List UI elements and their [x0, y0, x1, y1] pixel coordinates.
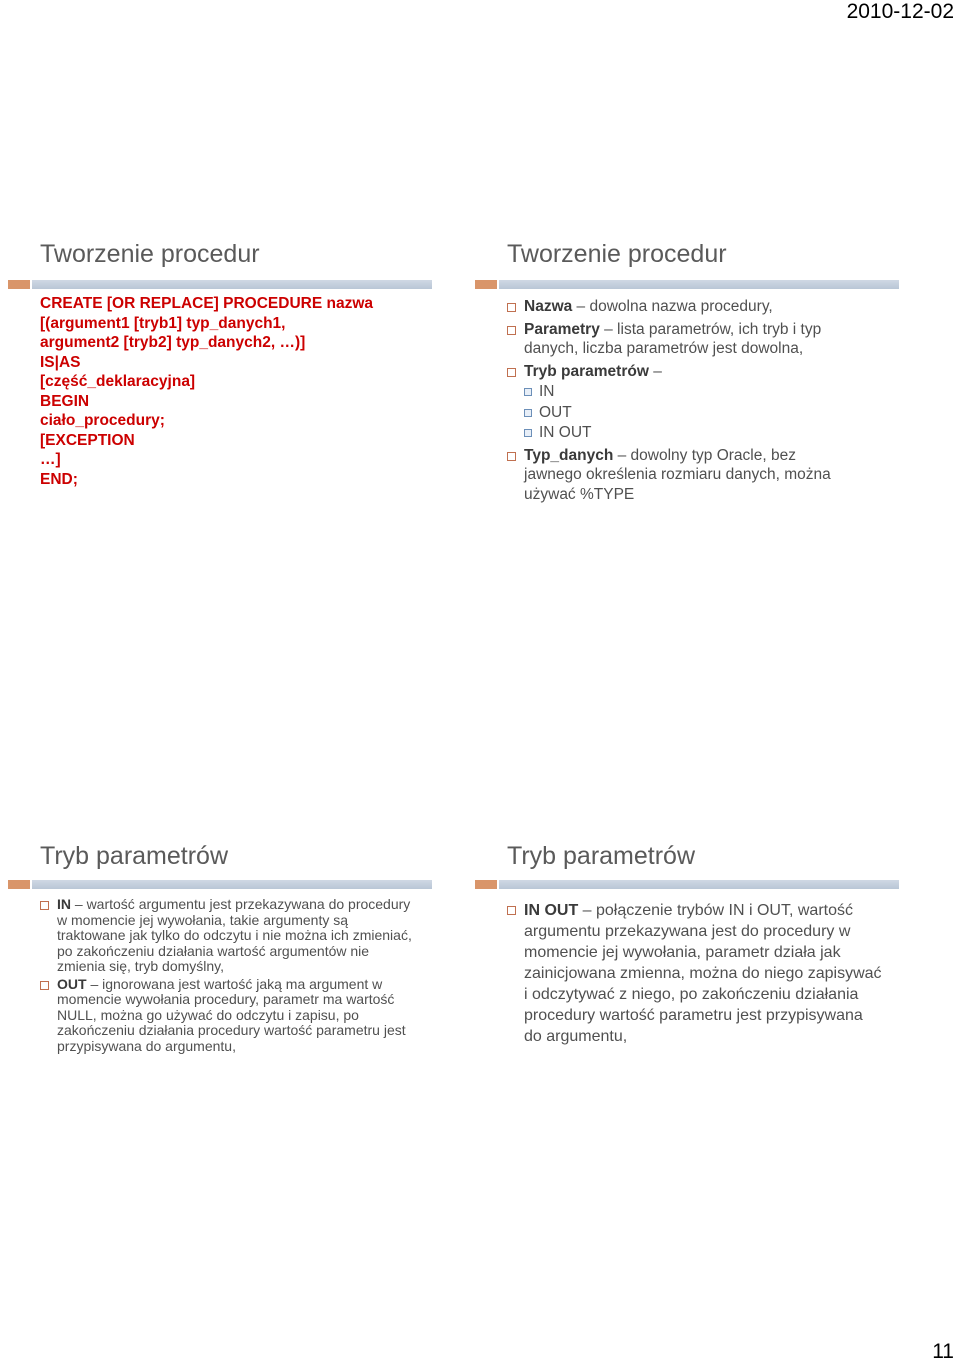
title-rule — [8, 880, 432, 889]
header-date: 2010-12-02 — [846, 0, 954, 23]
list-item: IN – wartość argumentu jest przekazywana do procedury w momencie jej wywołania, takie argumenty są traktowane jak tylko do odczytu i nie można ich zmieniać, po zakończeniu działania wartość argumentów nie zmienia się, tryb domyślny, — [40, 897, 412, 975]
list-item: Tryb parametrów – — [507, 362, 857, 382]
sub-list-item: IN — [507, 382, 857, 402]
slide-title: Tryb parametrów — [507, 842, 696, 870]
slide-create-procedure-syntax — [40, 240, 472, 500]
square-bullet-icon — [507, 326, 516, 335]
square-bullet-icon — [507, 368, 516, 377]
slide-parameter-modes — [40, 842, 472, 1102]
square-bullet-icon — [507, 906, 516, 915]
square-bullet-icon — [507, 303, 516, 312]
bullet-list — [40, 897, 412, 1056]
sub-list-item: IN OUT — [507, 423, 857, 443]
square-bullet-icon — [524, 429, 532, 437]
title-rule — [8, 280, 432, 289]
square-bullet-icon — [507, 452, 516, 461]
slide-procedure-elements — [507, 240, 939, 503]
page-number: 11 — [932, 1340, 954, 1363]
bullet-list — [507, 297, 857, 504]
list-item: Parametry – lista parametrów, ich tryb i typ danych, liczba parametrów jest dowolna, — [507, 320, 857, 359]
square-bullet-icon — [524, 388, 532, 396]
slide-title: Tryb parametrów — [40, 842, 229, 870]
square-bullet-icon — [524, 409, 532, 417]
slide-in-out-mode — [507, 842, 939, 1102]
title-rule — [475, 280, 899, 289]
procedure-syntax-code: CREATE [OR REPLACE] PROCEDURE nazwa [(argument1 [tryb1] typ_danych1, argument2 [tryb2] typ_danych2, …)] IS|AS [część_deklaracyjna] BEGIN ciało_procedury; [EXCEPTION …] END; — [40, 295, 373, 488]
list-item: Typ_danych – dowolny typ Oracle, bez jawnego określenia rozmiaru danych, można używać %TYPE — [507, 446, 857, 505]
list-item: IN OUT – połączenie trybów IN i OUT, wartość argumentu przekazywana jest do procedury w momencie jej wywołania, parametr działa jak zainicjowana zmienna, można do niego zapisywać i odczytywać z niego, po zakończeniu działania procedury wartość parametru jest przypisywana do argumentu, — [507, 900, 882, 1047]
list-item: Nazwa – dowolna nazwa procedury, — [507, 297, 857, 317]
bullet-list — [507, 900, 882, 1047]
square-bullet-icon — [40, 981, 49, 990]
square-bullet-icon — [40, 901, 49, 910]
slide-title: Tworzenie procedur — [40, 240, 260, 268]
sub-list-item: OUT — [507, 403, 857, 423]
list-item: OUT – ignorowana jest wartość jaką ma argument w momencie wywołania procedury, parametr ma wartość NULL, można go używać do odczytu i zapisu, po zakończeniu działania procedury wartość parametru jest przypisywana do argumentu, — [40, 977, 412, 1055]
slide-title: Tworzenie procedur — [507, 240, 727, 268]
title-rule — [475, 880, 899, 889]
